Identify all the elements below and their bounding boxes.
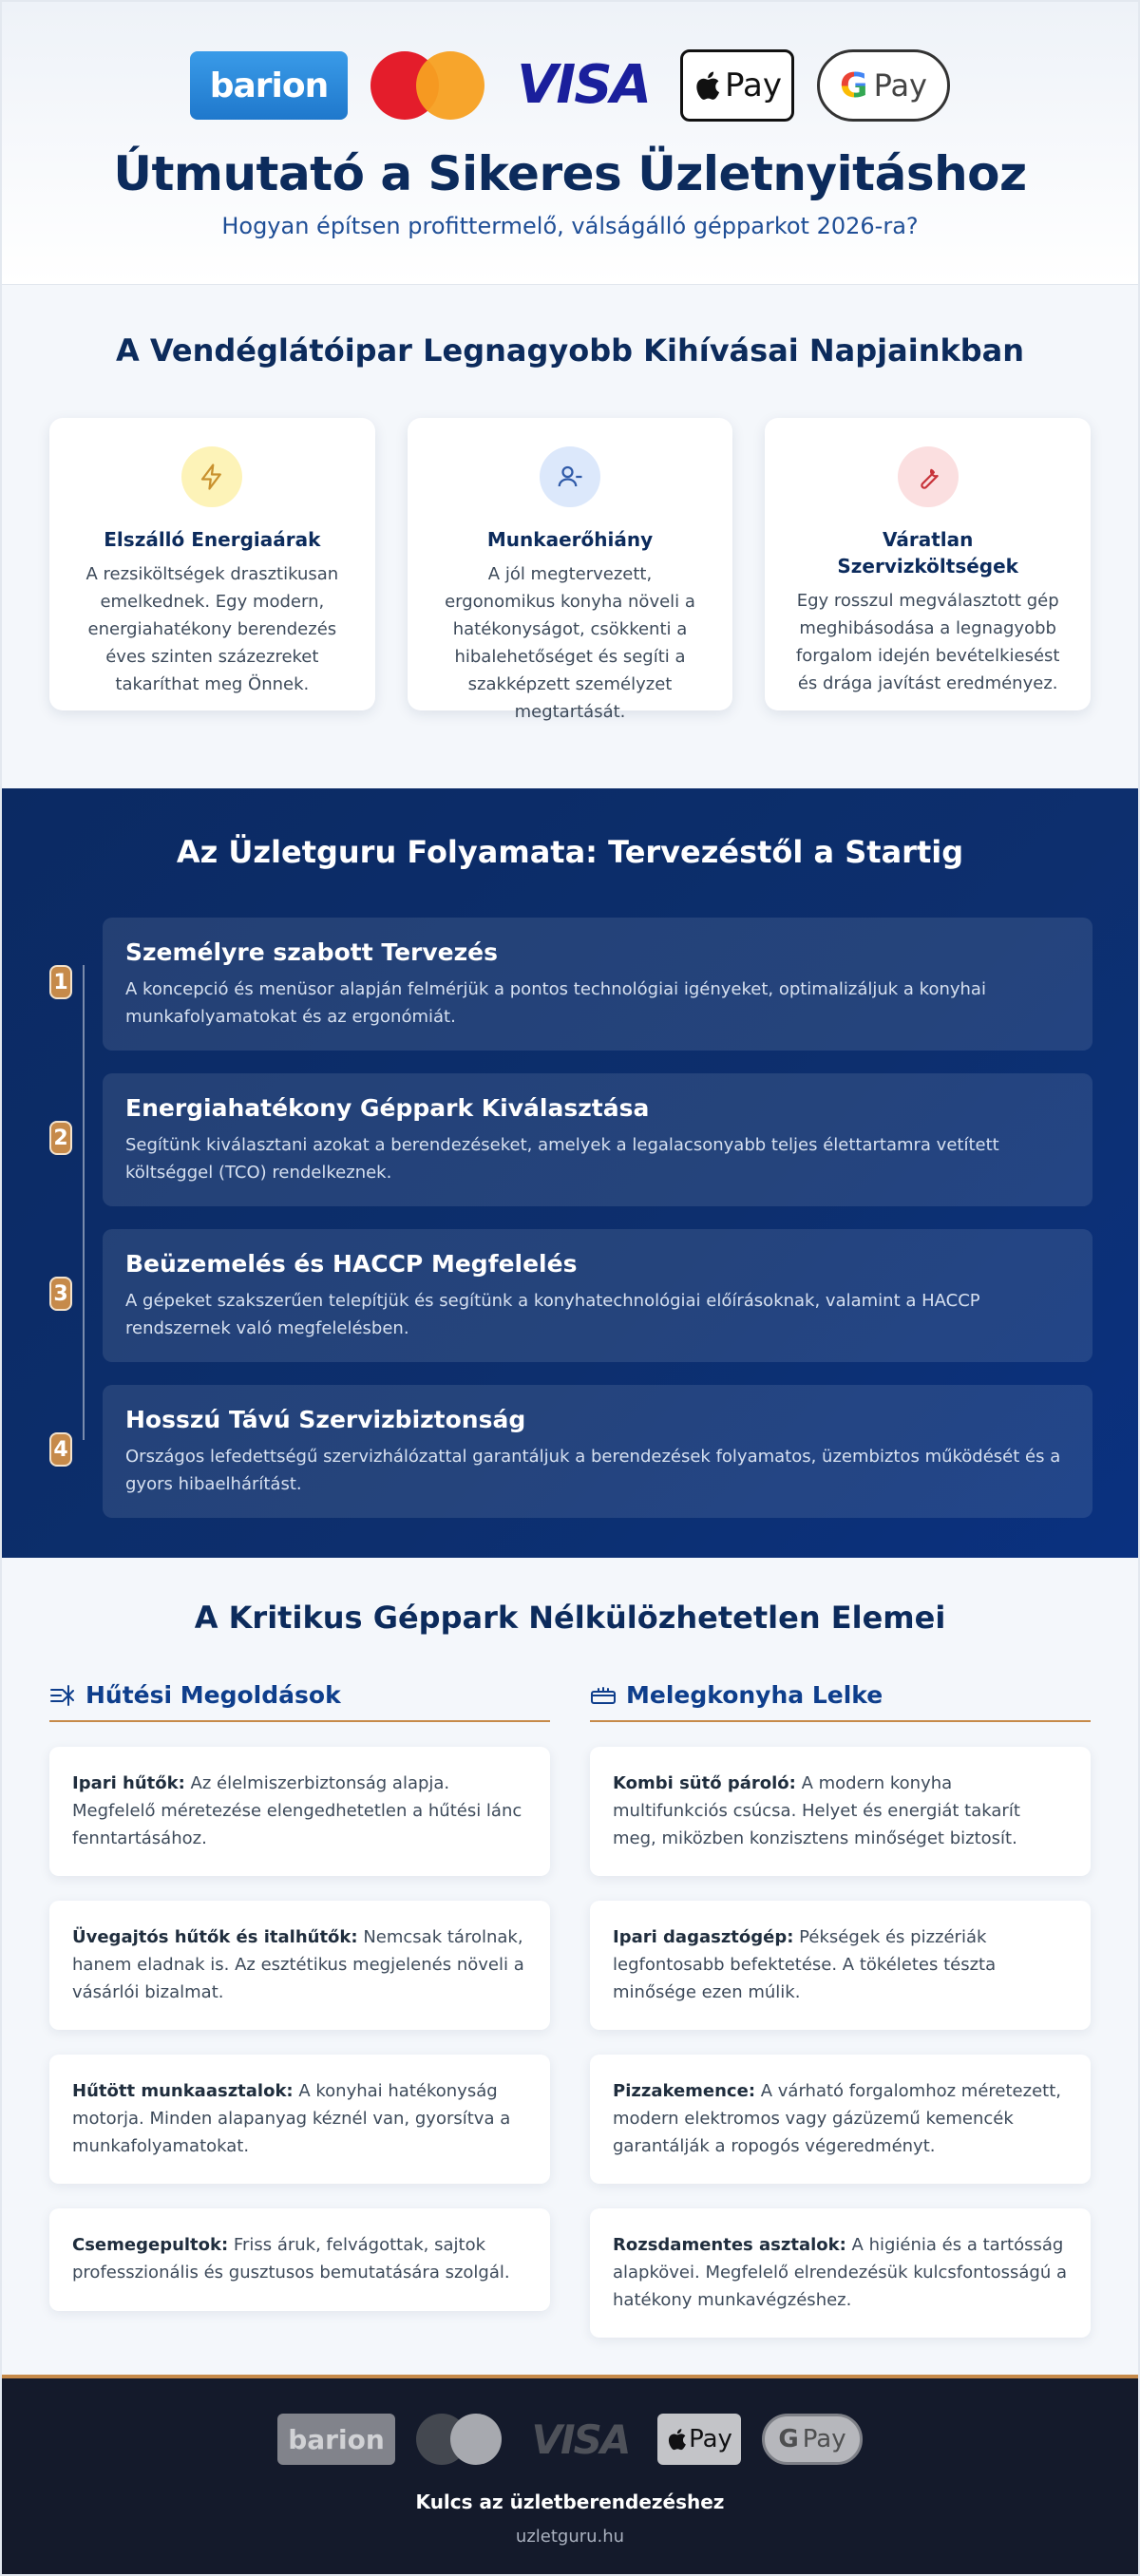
hot-kitchen-column [590, 1681, 1091, 2362]
challenge-text: Egy rosszul megválasztott gép meghibásodása a legnagyobb forgalom idején bevételkiesést és drága javítást eredményez. [795, 591, 1060, 693]
google-pay-logo [762, 2414, 863, 2465]
apple-pay-logo [657, 2414, 741, 2465]
equipment-name: Ipari dagasztógép: [613, 1927, 794, 1947]
equipment-name: Ipari hűtők: [72, 1773, 185, 1793]
equipment-card [49, 1747, 550, 1876]
page-title: Útmutató a Sikeres Üzletnyitáshoz [113, 146, 1027, 201]
google-pay-text: Pay [873, 67, 927, 104]
footer-payment-logos [2, 2413, 1138, 2466]
equipment-columns [2, 1681, 1138, 2362]
google-pay-text: Pay [802, 2425, 846, 2453]
process-section [2, 788, 1138, 1558]
equipment-text: Pékségek és pizzériák legfontosabb befektetése. A tökéletes tészta minősége ezen múlik. [613, 1927, 997, 2002]
google-pay-logo [817, 49, 950, 122]
equipment-text: A várható forgalomhoz méretezett, modern elektromos vagy gázüzemű kemencék garantálják a ropogós végeredményt. [613, 2081, 1061, 2156]
step-number-badge: 1 [49, 965, 72, 999]
equipment-text: A modern konyha multifunkciós csúcsa. Helyet és energiát takarít meg, miközben konzisztens minőséget biztosít. [613, 1773, 1020, 1848]
challenge-text: A jól megtervezett, ergonomikus konyha növeli a hatékonyságot, csökkenti a hibalehetőséget és segíti a szakképzett személyzet megtartását. [445, 564, 695, 722]
equipment-name: Csemegepultok: [72, 2235, 229, 2255]
equipment-name: Hűtött munkaasztalok: [72, 2081, 294, 2101]
step-text: Országos lefedettségű szervizhálózattal garantáljuk a berendezések folyamatos, üzembiztos működését és a gyors hibaelhárítást. [125, 1447, 1061, 1494]
challenge-title: Munkaerőhiány [486, 528, 654, 551]
equipment-card [590, 2055, 1091, 2184]
visa-logo-text: VISA [531, 2415, 630, 2463]
page-subtitle: Hogyan építsen profittermelő, válságálló gépparkot 2026-ra? [221, 213, 919, 239]
hot-kitchen-header [590, 1681, 1091, 1722]
mastercard-logo [370, 49, 486, 122]
visa-logo-text: VISA [517, 54, 650, 116]
equipment-text: A higiénia és a tartósság alapkövei. Megfelelő elrendezésük kulcsfontosságú a hatékony munkavégzéshez. [613, 2235, 1067, 2310]
step-title: Beüzemelés és HACCP Megfelelés [125, 1250, 578, 1278]
process-title: Az Üzletguru Folyamata: Tervezéstől a Startig [176, 834, 964, 870]
google-g-icon: G [778, 2425, 799, 2453]
apple-pay-text: Pay [725, 66, 782, 104]
equipment-text: Nemcsak tárolnak, hanem eladnak is. Az esztétikus megjelenés növeli a vásárlói bizalmat. [72, 1927, 524, 2002]
barion-logo-text: barion [209, 66, 329, 105]
step-box [103, 1073, 1092, 1206]
hot-kitchen-title: Melegkonyha Lelke [626, 1681, 884, 1709]
visa-logo [509, 54, 657, 116]
step-box [103, 918, 1092, 1051]
footer-url-link[interactable]: uzletguru.hu [515, 2527, 625, 2547]
process-timeline [2, 918, 1138, 1518]
equipment-title: A Kritikus Géppark Nélkülözhetetlen Elemei [194, 1600, 946, 1636]
equipment-text: Az élelmiszerbiztonság alapja. Megfelelő méretezése elengedhetetlen a hűtési lánc fenntartásához. [72, 1773, 522, 1848]
step-text: A gépeket szakszerűen telepítjük és segítünk a konyhatechnológiai előírásoknak, valamint a HACCP rendszernek való megfelelésben. [125, 1291, 980, 1338]
process-step [2, 918, 1138, 1051]
equipment-name: Kombi sütő pároló: [613, 1773, 796, 1793]
visa-logo [524, 2416, 636, 2463]
apple-pay-logo [680, 49, 794, 122]
challenge-cards [2, 418, 1138, 722]
mastercard-logo [416, 2413, 504, 2466]
equipment-card [49, 2208, 550, 2311]
cooling-header [49, 1681, 550, 1722]
cooling-column [49, 1681, 550, 2362]
equipment-card [590, 1901, 1091, 2030]
equipment-card [590, 1747, 1091, 1876]
snowflake-wind-icon [49, 1684, 76, 1707]
process-step [2, 1073, 1138, 1206]
step-title: Hosszú Távú Szervizbiztonság [125, 1406, 526, 1433]
equipment-section [2, 1558, 1138, 2377]
step-title: Személyre szabott Tervezés [125, 938, 499, 966]
step-box [103, 1229, 1092, 1362]
equipment-card [49, 1901, 550, 2030]
challenge-title: Elszálló Energiaárak [104, 528, 321, 551]
process-step [2, 1229, 1138, 1362]
hero-header [2, 2, 1138, 285]
payment-logos [2, 49, 1138, 122]
apple-icon [693, 69, 721, 102]
equipment-name: Rozsdamentes asztalok: [613, 2235, 846, 2255]
footer-tagline: Kulcs az üzletberendezéshez [415, 2491, 725, 2513]
equipment-name: Üvegajtós hűtők és italhűtők: [72, 1927, 358, 1947]
google-g-icon: G [840, 66, 868, 105]
step-title: Energiahatékony Géppark Kiválasztása [125, 1094, 650, 1122]
barion-logo [277, 2414, 395, 2465]
challenge-text: A rezsiköltségek drasztikusan emelkednek. Egy modern, energiahatékony berendezés éves szinten százezreket takaríthat meg Önnek. [86, 564, 339, 694]
barion-logo [190, 51, 348, 120]
equipment-text: A konyhai hatékonyság motorja. Minden alapanyag kéznél van, gyorsítva a munkafolyamatokat. [72, 2081, 511, 2156]
oven-icon [590, 1684, 617, 1707]
footer [2, 2375, 1138, 2574]
challenge-card-service [765, 418, 1091, 710]
user-minus-icon [540, 446, 600, 507]
challenge-card-labor [408, 418, 733, 722]
step-number-badge: 2 [49, 1121, 72, 1155]
apple-icon [666, 2427, 687, 2452]
lightning-icon [181, 446, 242, 507]
mastercard-orange-circle [416, 51, 484, 120]
step-text: Segítünk kiválasztani azokat a berendezéseket, amelyek a legalacsonyabb teljes élettartamra vetített költséggel (TCO) rendelkeznek. [125, 1135, 999, 1183]
equipment-name: Pizzakemence: [613, 2081, 756, 2101]
cooling-title: Hűtési Megoldások [86, 1681, 341, 1709]
equipment-card [590, 2208, 1091, 2338]
challenges-section [2, 285, 1138, 788]
challenge-card-energy [49, 418, 375, 710]
challenge-title: Váratlan Szervizköltségek [837, 528, 1018, 578]
mastercard-circle-right [450, 2414, 502, 2465]
step-text: A koncepció és menüsor alapján felmérjük a pontos technológiai igényeket, optimalizáljuk a konyhai munkafolyamatokat és az ergonómiát. [125, 979, 986, 1027]
apple-pay-text: Pay [689, 2425, 732, 2453]
challenges-title: A Vendéglátóipar Legnagyobb Kihívásai Napjainkban [115, 332, 1025, 369]
barion-logo-text: barion [288, 2423, 385, 2455]
wrench-icon [898, 446, 959, 507]
equipment-text: Friss áruk, felvágottak, sajtok professzionális és gusztusos bemutatására szolgál. [72, 2235, 510, 2282]
step-box [103, 1385, 1092, 1518]
step-number-badge: 4 [49, 1432, 72, 1467]
step-number-badge: 3 [49, 1277, 72, 1311]
process-step [2, 1385, 1138, 1518]
equipment-card [49, 2055, 550, 2184]
